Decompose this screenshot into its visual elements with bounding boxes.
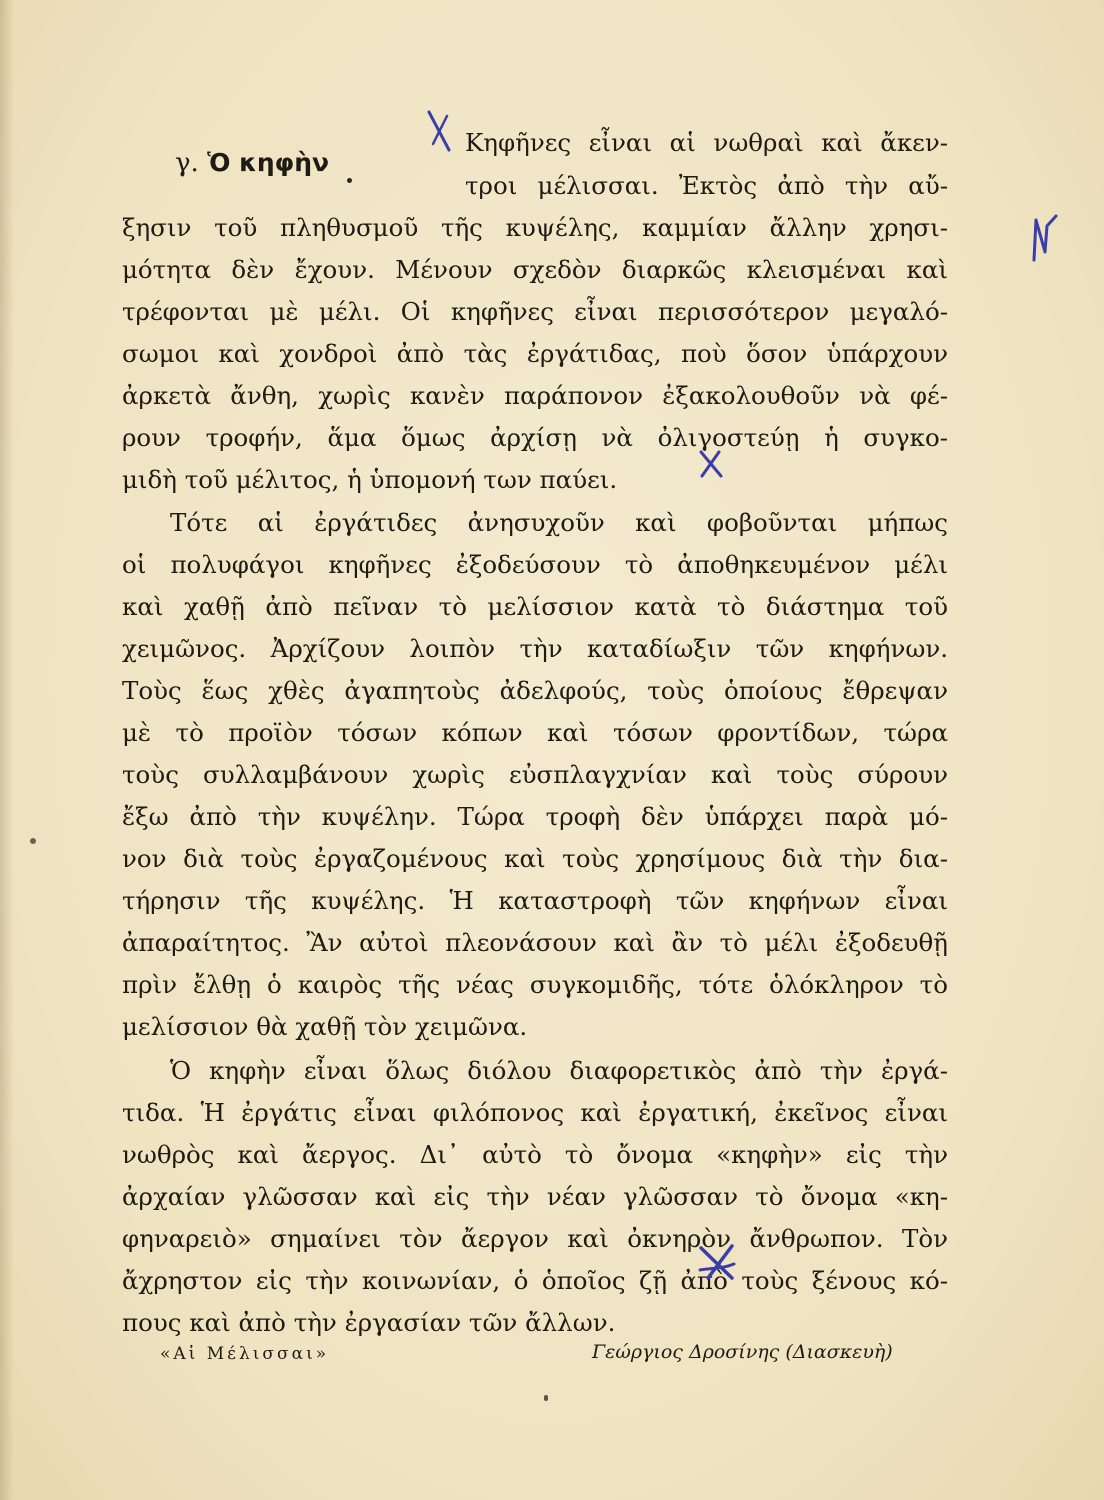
text-line: τιδα. Ἡ ἐργάτις εἶναι φιλόπονος καὶ ἐργατική, ἐκεῖνος εἶναι (122, 1098, 948, 1127)
text-line: πρὶν ἔλθῃ ὁ καιρὸς τῆς νέας συγκομιδῆς, τότε ὁλόκληρον τὸ (122, 970, 948, 999)
text-line: Κηφῆνες εἶναι αἱ νωθραὶ καὶ ἄκεν- (465, 128, 948, 157)
text-line: μὲ τὸ προϊὸν τόσων κόπων καὶ τόσων φροντίδων, τώρα (122, 718, 948, 747)
section-number: γ. (175, 148, 199, 178)
page-speck (544, 1395, 548, 1401)
text-line: μελίσσιον θὰ χαθῇ τὸν χειμῶνα. (122, 1012, 528, 1041)
text-line: ξησιν τοῦ πληθυσμοῦ τῆς κυψέλης, καμμίαν ἄλλην χρησι- (122, 213, 948, 242)
text-line: καὶ χαθῇ ἀπὸ πεῖναν τὸ μελίσσιον κατὰ τὸ διάστημα τοῦ (122, 592, 948, 621)
text-line: τροι μέλισσαι. Ἐκτὸς ἀπὸ τὴν αὔ- (465, 171, 948, 200)
text-line: ἀρκετὰ ἄνθη, χωρὶς κανὲν παράπονον ἐξακολουθοῦν νὰ φέ- (122, 381, 948, 410)
text-line: Ὁ κηφὴν εἶναι ὅλως διόλου διαφορετικὸς ἀπὸ τὴν ἐργά- (170, 1056, 948, 1085)
text-line: Τότε αἱ ἐργάτιδες ἀνησυχοῦν καὶ φοβοῦνται μήπως (170, 508, 948, 537)
text-line: μιδὴ τοῦ μέλιτος, ἡ ὑπομονή των παύει. (122, 465, 618, 494)
text-line: χειμῶνος. Ἀρχίζουν λοιπὸν τὴν καταδίωξιν τῶν κηφήνων. (122, 634, 948, 663)
text-line: νον διὰ τοὺς ἐργαζομένους καὶ τοὺς χρησίμους διὰ τὴν δια- (122, 844, 948, 873)
text-line: πους καὶ ἀπὸ τὴν ἐργασίαν τῶν ἄλλων. (122, 1308, 616, 1337)
text-line: μότητα δὲν ἔχουν. Μένουν σχεδὸν διαρκῶς κλεισμέναι καὶ (122, 255, 948, 284)
text-line: τήρησιν τῆς κυψέλης. Ἡ καταστροφὴ τῶν κηφήνων εἶναι (122, 886, 948, 915)
text-line: ἀπαραίτητος. Ἂν αὐτοὶ πλεονάσουν καὶ ἂν τὸ μέλι ἐξοδευθῇ (122, 928, 948, 957)
margin-dot (30, 838, 36, 844)
section-title: Ὁ κηφὴν (207, 148, 330, 177)
text-line: ρουν τροφήν, ἅμα ὅμως ἀρχίσῃ νὰ ὀλιγοστεύῃ ἡ συγκο- (122, 423, 948, 452)
pen-cross-mark-icon (425, 108, 455, 154)
pen-margin-initials-icon (1030, 212, 1060, 264)
text-line: ἄχρηστον εἰς τὴν κοινωνίαν, ὁ ὁποῖος ζῇ ἀπὸ τοὺς ξένους κό- (122, 1266, 948, 1295)
source-author: Γεώργιος Δροσίνης (Διασκευὴ) (592, 1341, 893, 1363)
text-line: σωμοι καὶ χονδροὶ ἀπὸ τὰς ἐργάτιδας, ποὺ ὅσον ὑπάρχουν (122, 339, 948, 368)
text-line: νωθρὸς καὶ ἄεργος. Δι᾽ αὐτὸ τὸ ὄνομα «κηφὴν» εἰς τὴν (122, 1140, 948, 1169)
text-line: φηναρειὸ» σημαίνει τὸν ἄεργον καὶ ὀκνηρὸν ἄνθρωπον. Τὸν (122, 1224, 948, 1253)
section-heading (175, 148, 329, 178)
spine-shadow (0, 0, 14, 1500)
heading-dot (347, 178, 352, 183)
text-line: οἱ πολυφάγοι κηφῆνες ἐξοδεύσουν τὸ ἀποθηκευμένον μέλι (122, 550, 948, 579)
source-title: «Αἱ Μέλισσαι» (160, 1344, 330, 1364)
text-line: Τοὺς ἕως χθὲς ἀγαπητοὺς ἀδελφούς, τοὺς ὁποίους ἔθρεψαν (122, 676, 948, 705)
text-line: ἔξω ἀπὸ τὴν κυψέλην. Τώρα τροφὴ δὲν ὑπάρχει παρὰ μό- (122, 802, 948, 831)
text-line: τρέφονται μὲ μέλι. Οἱ κηφῆνες εἶναι περισσότερον μεγαλό- (122, 297, 948, 326)
text-line: ἀρχαίαν γλῶσσαν καὶ εἰς τὴν νέαν γλῶσσαν τὸ ὄνομα «κη- (122, 1182, 948, 1211)
text-line: τοὺς συλλαμβάνουν χωρὶς εὐσπλαγχνίαν καὶ τοὺς σύρουν (122, 760, 948, 789)
